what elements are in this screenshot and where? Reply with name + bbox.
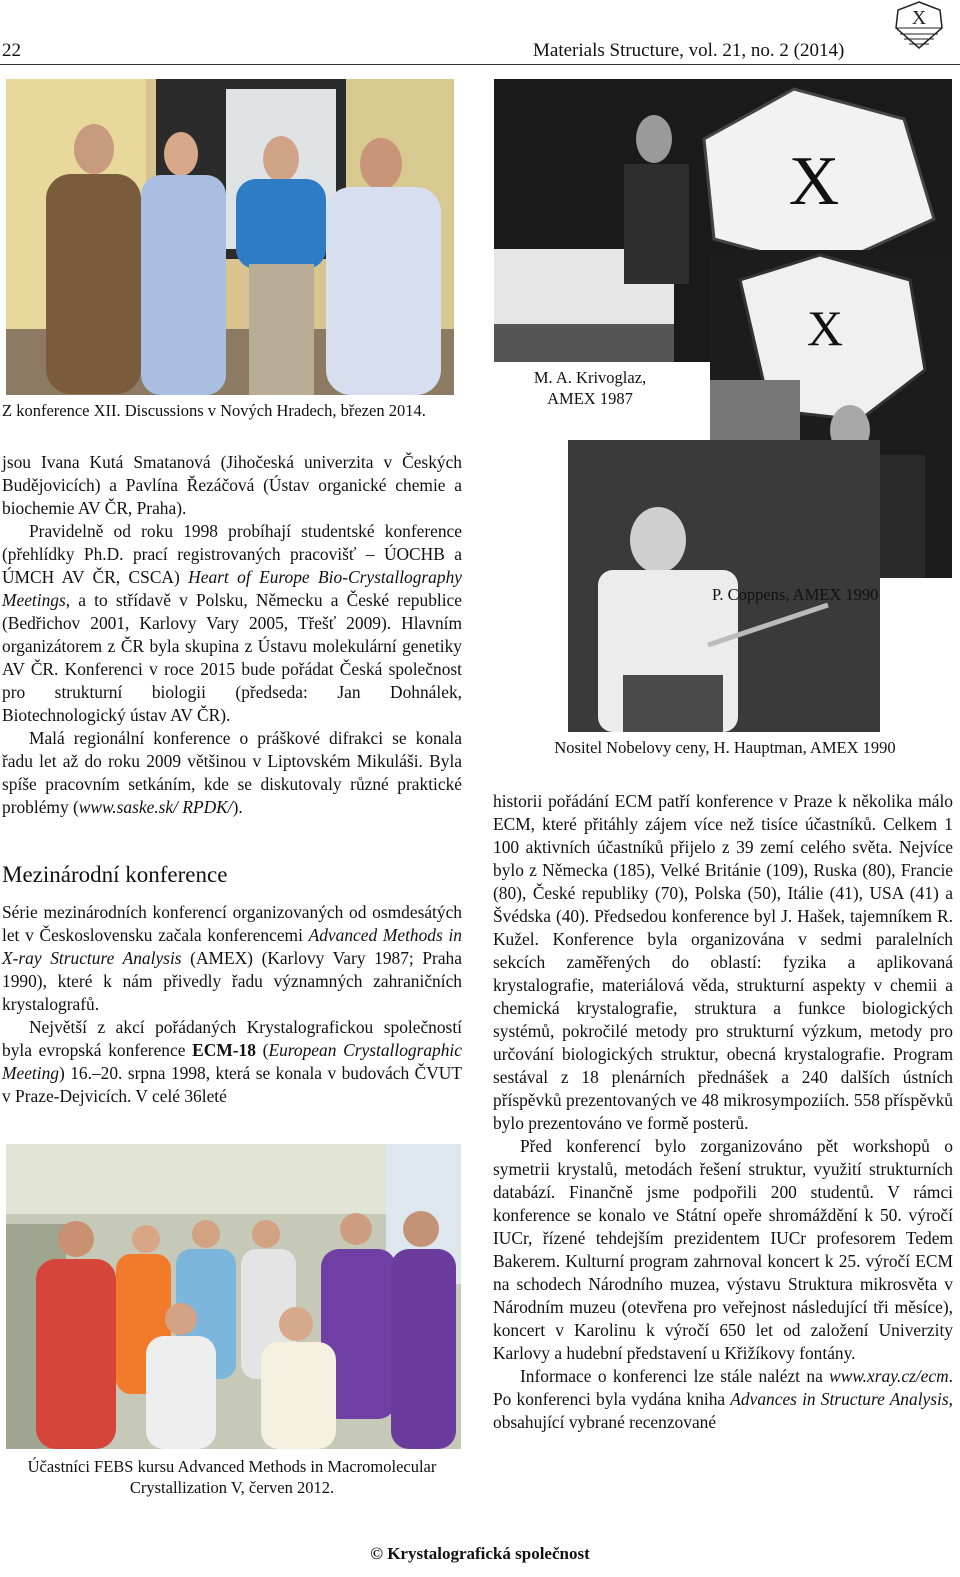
right-column bbox=[493, 790, 953, 1434]
xray-society-logo-icon bbox=[890, 0, 948, 50]
left-column-top bbox=[2, 451, 462, 819]
photo-discussions-group bbox=[6, 79, 454, 395]
caption-photo5-line1: Účastníci FEBS kursu Advanced Methods in Macromolecular bbox=[27, 1457, 437, 1476]
caption-photo4: Nositel Nobelovy ceny, H. Hauptman, AMEX 1990 bbox=[554, 738, 896, 757]
copyright-icon: © bbox=[370, 1544, 383, 1563]
logo-letter: X bbox=[911, 7, 927, 29]
left-paragraph-5: Největší z akcí pořádaných Krystalografickou společností byla evropská konference ECM-18 (European Crystallographic Meeting) 16.–20. srpna 1998, která se konala v budovách ČVUT v Praze-Dejvicích. V celé 36leté bbox=[2, 1017, 462, 1106]
left-paragraph-2: Pravidelně od roku 1998 probíhají studentské konference (přehlídky Ph.D. prací registrovaných pracovišť – ÚOCHB a ÚMCH AV ČR, CSCA) Heart of Europe Bio-Crystallography Meetings, a to střídavě v Polsku, Německu a České republice (Bedřichov 2001, Karlovy Vary 2005, Třešť 2009). Hlavním organizátorem z ČR byla skupina z Ústavu molekulární genetiky AV ČR. Konferenci v roce 2015 bude pořádat Česká společnost pro strukturní biologii (předseda: Jan Dohnálek, Biotechnologický ústav AV ČR). bbox=[2, 521, 462, 725]
left-column-bottom bbox=[2, 901, 462, 1108]
photo-febs-course-group bbox=[6, 1144, 461, 1449]
caption-photo1: Z konference XII. Discussions v Nových Hradech, březen 2014. bbox=[2, 401, 426, 420]
svg-text:X: X bbox=[806, 300, 844, 356]
caption-photo2-line1: M. A. Krivoglaz, bbox=[533, 368, 647, 387]
caption-photo2-line2: AMEX 1987 bbox=[547, 389, 633, 408]
left-paragraph-4: Série mezinárodních konferencí organizovaných od osmdesátých let v Československu začala konferencemi Advanced Methods in X-ray Structure Analysis (AMEX) (Karlovy Vary 1987; Praha 1990), které k nám přivedly řadu významných zahraničních krystalografů. bbox=[2, 902, 462, 1014]
svg-text:X: X bbox=[788, 143, 840, 220]
left-paragraph-1: jsou Ivana Kutá Smatanová (Jihočeská univerzita v Českých Budějovicích) a Pavlína Řezáčová (Ústav organické chemie a biochemie AV ČR, Praha). bbox=[2, 452, 462, 518]
caption-photo3: P. Coppens, AMEX 1990 bbox=[712, 585, 879, 604]
footer-society-name: Krystalografická společnost bbox=[387, 1544, 590, 1563]
footer bbox=[0, 1544, 960, 1564]
header-rule bbox=[0, 64, 960, 65]
section-heading-international-conferences: Mezinárodní konference bbox=[2, 862, 228, 887]
right-paragraph-2: Před konferencí bylo zorganizováno pět workshopů o symetrii krystalů, metodách řešení struktur, využití strukturních databází. Finančně jsme podpořili 200 studentů. V rámci konference se konalo ve Státní opeře shromáždění k 50. výročí IUCr, řízené tehdejším prezidentem IUCr profesorem Tedem Bakerem. Kulturní program zahrnoval koncert k 25. výročí ECM na schodech Národního muzea, výstavu Struktura mikrosvěta v Národním muzeu (otevřena pro veřejnost následující tři měsíce), koncert v Karolinu k výročí 650 let od založení Univerzity Karlovy a hudební představení u Křižíkovy fontány. bbox=[493, 1136, 953, 1363]
right-paragraph-1: historii pořádání ECM patří konference v Praze k několika málo ECM, které přitáhly zájem více než tisíce účastníků. Celkem 1 100 aktivních účastníků přijelo z 39 zemí celého světa. Nejvíce bylo z Německa (185), Velké Británie (109), Ruska (80), Francie (80), České republiky (70), Polska (50), Itálie (41), USA (41) a Švédska (40). Předsedou konference byl J. Hašek, tajemníkem R. Kužel. Konference byla organizována v sedmi paralelních sekcích zaměřených do oblastí: fyzika a aplikovaná krystalografie, materiálová věda, strukturní aspekty v chemii a chemická krystalografie, struktura a funkce biologických systémů, pokročilé metody pro strukturní výzkum, metody pro určování biologických struktur, obecná krystalografie. Program sestával z 18 plenárních přednášek a 240 dalších ústních příspěvků prezentovaných ve 48 mikrosympoziích. 558 příspěvků bylo prezentováno ve formě posterů. bbox=[493, 791, 953, 1133]
right-paragraph-3: Informace o konferenci lze stále nalézt na www.xray.cz/ecm. Po konferenci byla vydána kniha Advances in Structure Analysis, obsahující vybrané recenzované bbox=[493, 1366, 953, 1432]
journal-title: Materials Structure, vol. 21, no. 2 (2014) bbox=[533, 40, 845, 61]
left-paragraph-3: Malá regionální konference o práškové difrakci se konala řadu let až do roku 2009 většinou v Liptovském Mikuláši. Byla spíše pracovním setkáním, kde se diskutovaly různé praktické problémy (www.saske.sk/ RPDK/). bbox=[2, 728, 462, 817]
page-number: 22 bbox=[2, 40, 21, 61]
caption-photo5-line2: Crystallization V, červen 2012. bbox=[129, 1478, 335, 1497]
